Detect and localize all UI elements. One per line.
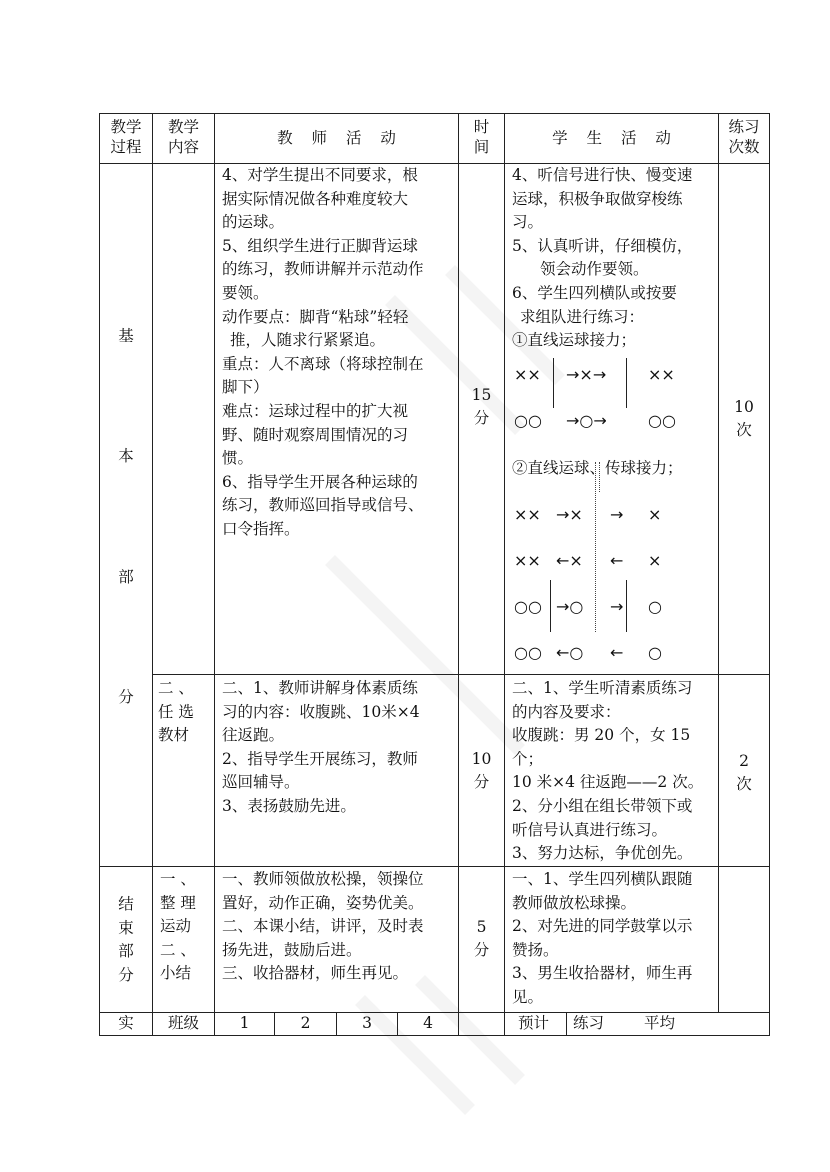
d1-row1-mid: →×→ <box>566 365 607 384</box>
basic-stage-char1: 基 <box>118 327 134 345</box>
d2-row3-c: → <box>610 597 624 616</box>
ending-teacher-line: 一、教师领做放松操，领操位 <box>222 870 424 888</box>
ending-teacher-line: 三、收拾器材，师生再见。 <box>222 964 409 983</box>
ending-student-line: 见。 <box>512 988 544 1006</box>
ending-time-value: 5 <box>476 918 487 936</box>
d2-row2-a: ×× <box>514 551 541 570</box>
basic-student-line: 5、认真听讲，仔细模仿， <box>512 236 693 255</box>
footer-class-3: 3 <box>362 1014 372 1032</box>
ending-student-line: 3、男生收拾器材，师生再 <box>512 964 693 983</box>
basic-student-line: ①直线运球接力； <box>512 331 637 350</box>
d1-row2-mid: →○→ <box>566 411 607 430</box>
header-time <box>459 117 504 157</box>
footer-class-label: 班级 <box>167 1014 199 1032</box>
header-count-line1: 练习 <box>728 118 760 136</box>
ending-teacher-line: 二、本课小结，讲评，及时表 <box>222 917 424 936</box>
ending-stage-char: 部 <box>118 942 134 961</box>
ending-student-line: 2、对先进的同学鼓掌以示 <box>512 917 693 936</box>
basic-stage-char2: 本 <box>118 447 134 465</box>
d1-start-line <box>553 358 554 408</box>
header-count <box>719 117 769 157</box>
d2-row2-c: ← <box>610 551 624 570</box>
optional-student-line: 10 米×4 往返跑——2 次。 <box>512 773 704 792</box>
header-content-line1: 教学 <box>167 118 199 136</box>
d1-row2-right: ○○ <box>648 411 676 430</box>
optional-time-value: 10 <box>471 750 492 768</box>
d2-row3-d: ○ <box>648 597 662 616</box>
optional-teacher-line: 习的内容：收腹跳、10米×4 <box>222 702 420 721</box>
header-teacher-activity: 教 师 活 动 <box>277 129 396 147</box>
ending-stage-char: 束 <box>118 918 134 937</box>
header-process <box>100 117 152 157</box>
optional-student-line: 的内容及要求： <box>512 702 621 721</box>
d2-row3-b: →○ <box>556 597 584 616</box>
basic-teacher-line: 要领。 <box>222 284 269 302</box>
footer-class-4: 4 <box>423 1014 433 1032</box>
basic-student-line: 求组队进行练习： <box>520 307 645 326</box>
basic-count-value: 10 <box>734 398 754 416</box>
d2-row4-d: ○ <box>648 643 662 662</box>
optional-teacher-line: 巡回辅导。 <box>222 773 300 792</box>
header-process-line2: 过程 <box>110 138 142 156</box>
d2-row2-b: ←× <box>556 551 583 570</box>
footer-average-label: 平均 <box>644 1014 676 1032</box>
optional-student-line: 3、努力达标，争优创先。 <box>512 844 693 863</box>
d2-end-line <box>626 580 627 632</box>
basic-teacher-line: 脚下） <box>222 378 269 397</box>
optional-count-unit: 次 <box>736 775 752 793</box>
d1-row1-right: ×× <box>648 365 675 384</box>
basic-time-unit: 分 <box>473 409 490 427</box>
ending-content-line: 整 理 <box>160 893 196 912</box>
d1-row2-left: ○○ <box>514 411 542 430</box>
header-count-line2: 次数 <box>728 138 760 156</box>
basic-count-unit: 次 <box>736 421 752 439</box>
basic-teacher-line: 的练习，教师讲解并示范动作 <box>222 260 424 279</box>
footer-class-1: 1 <box>239 1014 250 1032</box>
header-time-line1: 时 <box>473 118 490 136</box>
optional-student-line: 个； <box>512 749 544 768</box>
d1-end-line <box>626 358 627 408</box>
d2-row2-d: × <box>648 551 662 570</box>
basic-student-line: 领会动作要领。 <box>540 260 649 279</box>
optional-teacher-line: 2、指导学生开展练习，教师 <box>222 749 418 768</box>
optional-student-line: 收腹跳：男 20 个，女 15 <box>512 726 691 745</box>
optional-teacher-line: 二、1、教师讲解身体素质练 <box>222 679 418 697</box>
d2-row1-d: × <box>648 505 662 524</box>
basic-teacher-line: 6、指导学生开展各种运球的 <box>222 472 418 491</box>
d2-row1-c: → <box>610 505 624 524</box>
basic-teacher-line: 重点：人不离球（将球控制在 <box>222 354 424 373</box>
optional-student-line: 二、1、学生听清素质练习 <box>512 679 693 697</box>
basic-teacher-line: 练习，教师巡回指导或信号、 <box>222 496 424 515</box>
ending-content-line: 一 、 <box>160 870 196 888</box>
ending-stage-char: 结 <box>118 895 134 913</box>
footer-expected-label: 预计 <box>518 1014 550 1032</box>
d2-row4-c: ← <box>610 643 624 662</box>
optional-count-value: 2 <box>739 752 749 770</box>
optional-student-line: 听信号认真进行练习。 <box>512 820 668 839</box>
ending-teacher-line: 扬先进，鼓励后进。 <box>222 940 362 959</box>
d2-dotted-line-2 <box>599 462 600 492</box>
basic-teacher-line: 据实际情况做各种难度较大 <box>222 189 409 208</box>
basic-teacher-line: 4、对学生提出不同要求，根 <box>222 166 418 184</box>
ending-stage-char: 分 <box>118 965 134 984</box>
basic-teacher-line: 5、组织学生进行正脚背运球 <box>222 236 418 255</box>
ending-content-line: 二 、 <box>160 940 196 959</box>
basic-student-line: 习。 <box>512 213 544 232</box>
ending-content-line: 小结 <box>160 964 192 983</box>
basic-teacher-line: 口令指挥。 <box>222 520 300 538</box>
optional-teacher-line: 3、表扬鼓励先进。 <box>222 797 356 815</box>
basic-teacher-line: 难点：运球过程中的扩大视 <box>222 402 409 420</box>
d2-row4-b: ←○ <box>556 643 584 662</box>
header-student-activity: 学 生 活 动 <box>552 129 671 147</box>
d2-row1-b: →× <box>556 505 583 524</box>
optional-time-unit: 分 <box>473 773 490 791</box>
ending-content-line: 运动 <box>160 917 192 936</box>
header-content <box>153 117 214 157</box>
optional-teacher-line: 往返跑。 <box>222 726 285 745</box>
optional-content-line: 任 选 <box>158 702 194 721</box>
d2-dotted-line-1 <box>595 462 596 632</box>
basic-teacher-line: 野、随时观察周围情况的习 <box>222 425 409 444</box>
basic-stage-char3: 部 <box>118 568 134 586</box>
ending-student-line: 赞扬。 <box>512 940 559 959</box>
header-content-line2: 内容 <box>167 138 199 156</box>
footer-practice-word: 练习 <box>573 1014 605 1032</box>
footer-practice-label: 实 <box>118 1014 134 1032</box>
optional-content-line: 二 、 <box>158 679 194 697</box>
basic-student-line: 4、听信号进行快、慢变速 <box>512 166 693 184</box>
basic-teacher-line: 的运球。 <box>222 213 285 232</box>
basic-student-line: 6、学生四列横队或按要 <box>512 284 677 302</box>
d1-row1-left: ×× <box>514 365 541 384</box>
header-time-line2: 间 <box>473 138 490 156</box>
basic-teacher-line: 推，人随求行紧紧追。 <box>230 331 386 350</box>
ending-teacher-line: 置好，动作正确，姿势优美。 <box>222 893 424 912</box>
header-process-line1: 教学 <box>110 118 142 136</box>
ending-time-unit: 分 <box>473 941 490 959</box>
d2-row4-a: ○○ <box>514 643 542 662</box>
footer-class-2: 2 <box>300 1014 311 1032</box>
ending-student-line: 一、1、学生四列横队跟随 <box>512 870 693 888</box>
basic-teacher-line: 惯。 <box>222 449 254 468</box>
basic-teacher-line: 动作要点：脚背“粘球”轻轻 <box>222 307 409 326</box>
d2-row1-a: ×× <box>514 505 541 524</box>
optional-student-line: 2、分小组在组长带领下或 <box>512 797 693 815</box>
basic-student-line: 运球，积极争取做穿梭练 <box>512 189 683 208</box>
d2-row3-a: ○○ <box>514 597 542 616</box>
basic-stage-char4: 分 <box>118 688 134 706</box>
optional-content-line: 教材 <box>158 726 190 745</box>
d2-start-line <box>550 580 551 632</box>
relay2-title: ②直线运球、传球接力； <box>512 459 683 477</box>
ending-student-line: 教师做放松球操。 <box>512 893 637 912</box>
basic-time-value: 15 <box>471 386 492 404</box>
